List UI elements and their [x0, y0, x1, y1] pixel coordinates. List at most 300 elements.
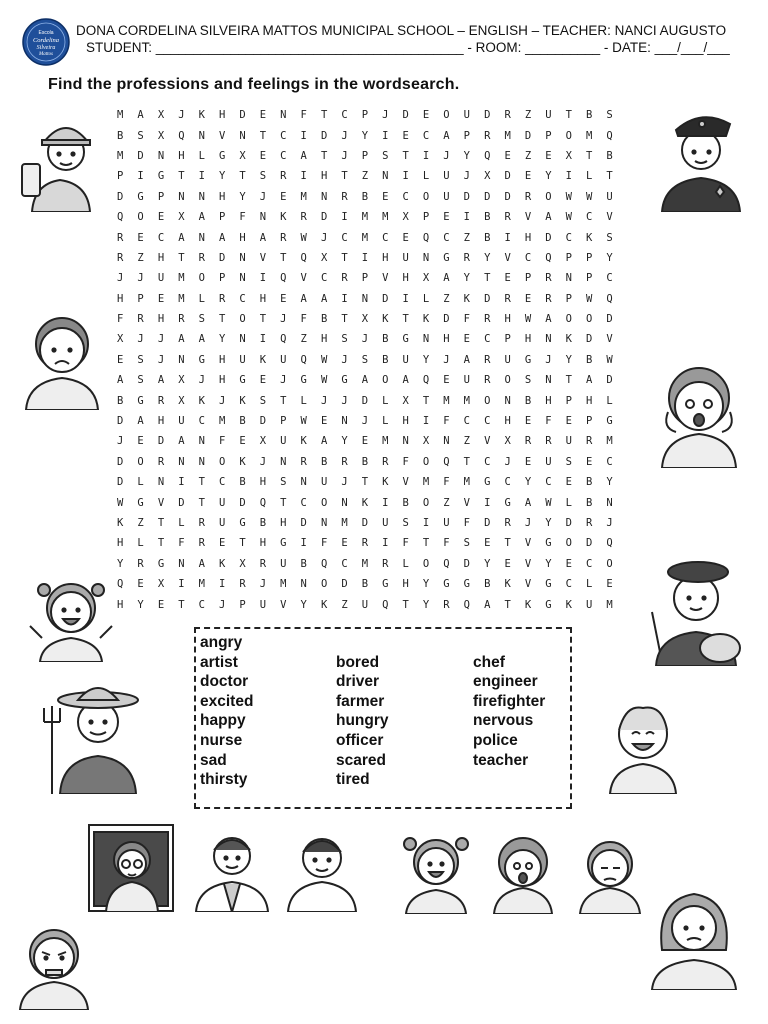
grid-letter[interactable]: E — [402, 231, 409, 244]
grid-letter[interactable]: E — [157, 211, 165, 224]
grid-letter[interactable]: M — [361, 557, 369, 570]
grid-letter[interactable]: N — [402, 435, 409, 448]
grid-letter[interactable]: D — [361, 394, 369, 407]
grid-letter[interactable]: S — [565, 455, 572, 468]
grid-letter[interactable]: C — [504, 476, 511, 489]
grid-letter[interactable]: U — [280, 557, 287, 570]
grid-letter[interactable]: O — [137, 455, 144, 468]
grid-letter[interactable]: C — [565, 231, 572, 244]
grid-letter[interactable]: E — [239, 435, 246, 448]
grid-letter[interactable]: J — [341, 129, 348, 142]
grid-letter[interactable]: M — [606, 598, 613, 611]
grid-letter[interactable]: P — [422, 211, 430, 224]
grid-letter[interactable]: M — [422, 476, 430, 489]
grid-letter[interactable]: Y — [218, 170, 226, 183]
grid-letter[interactable]: T — [259, 313, 267, 326]
grid-letter[interactable]: V — [524, 557, 532, 570]
grid-letter[interactable]: D — [259, 415, 267, 428]
grid-letter[interactable]: N — [178, 455, 185, 468]
grid-letter[interactable]: Z — [341, 598, 348, 611]
grid-letter[interactable]: R — [484, 129, 491, 142]
grid-letter[interactable]: S — [137, 129, 144, 142]
grid-letter[interactable]: B — [300, 557, 307, 570]
grid-letter[interactable]: G — [443, 578, 450, 591]
grid-letter[interactable]: M — [178, 292, 185, 305]
grid-letter[interactable]: Q — [463, 598, 470, 611]
grid-letter[interactable]: J — [606, 517, 613, 529]
grid-letter[interactable]: K — [524, 598, 532, 611]
grid-letter[interactable]: O — [422, 557, 430, 570]
grid-letter[interactable]: G — [218, 149, 226, 162]
grid-letter[interactable]: G — [300, 374, 307, 387]
grid-letter[interactable]: Z — [443, 496, 450, 509]
grid-letter[interactable]: N — [280, 109, 287, 122]
grid-letter[interactable]: R — [300, 455, 307, 468]
grid-letter[interactable]: N — [422, 251, 430, 264]
grid-letter[interactable]: A — [198, 211, 205, 224]
grid-letter[interactable]: T — [178, 251, 185, 264]
grid-letter[interactable]: R — [382, 455, 389, 468]
grid-letter[interactable]: C — [484, 415, 491, 428]
grid-letter[interactable]: N — [198, 455, 205, 468]
grid-letter[interactable]: B — [361, 455, 369, 468]
grid-letter[interactable]: Q — [606, 129, 613, 142]
grid-letter[interactable]: A — [524, 496, 532, 509]
grid-letter[interactable]: O — [565, 129, 572, 142]
grid-letter[interactable]: C — [218, 476, 226, 489]
grid-letter[interactable]: T — [157, 537, 165, 550]
grid-letter[interactable]: N — [320, 517, 328, 529]
grid-letter[interactable]: U — [320, 476, 328, 489]
grid-letter[interactable]: B — [239, 415, 246, 428]
grid-letter[interactable]: H — [259, 292, 267, 305]
grid-letter[interactable]: T — [422, 537, 430, 550]
grid-letter[interactable]: Y — [524, 476, 532, 489]
grid-letter[interactable]: I — [198, 170, 205, 183]
grid-letter[interactable]: P — [361, 149, 369, 162]
grid-letter[interactable]: Y — [300, 598, 307, 611]
grid-letter[interactable]: Y — [341, 435, 348, 448]
grid-letter[interactable]: I — [218, 578, 226, 591]
grid-letter[interactable]: D — [586, 537, 593, 550]
grid-letter[interactable]: K — [382, 313, 389, 326]
grid-letter[interactable]: R — [586, 435, 593, 448]
grid-letter[interactable]: O — [422, 496, 430, 509]
grid-letter[interactable]: V — [606, 211, 613, 224]
grid-letter[interactable]: V — [218, 129, 226, 142]
grid-letter[interactable]: K — [565, 598, 572, 611]
grid-letter[interactable]: R — [239, 578, 246, 591]
grid-letter[interactable]: N — [300, 476, 307, 489]
grid-letter[interactable]: C — [545, 476, 552, 489]
grid-letter[interactable]: U — [443, 517, 450, 529]
grid-letter[interactable]: U — [586, 598, 593, 611]
grid-letter[interactable]: N — [565, 272, 572, 285]
grid-letter[interactable]: V — [504, 251, 511, 264]
grid-letter[interactable]: B — [239, 476, 246, 489]
grid-letter[interactable]: J — [341, 476, 348, 489]
grid-letter[interactable]: V — [382, 272, 389, 285]
grid-letter[interactable]: I — [402, 292, 409, 305]
grid-letter[interactable]: D — [484, 190, 491, 203]
grid-letter[interactable]: D — [341, 578, 348, 591]
grid-letter[interactable]: A — [178, 435, 185, 448]
grid-letter[interactable]: J — [463, 170, 470, 183]
grid-letter[interactable]: N — [341, 415, 348, 428]
grid-letter[interactable]: T — [218, 313, 226, 326]
grid-letter[interactable]: G — [524, 353, 532, 366]
grid-letter[interactable]: Q — [606, 292, 613, 305]
grid-letter[interactable]: N — [504, 394, 511, 407]
grid-letter[interactable]: H — [157, 313, 165, 326]
grid-letter[interactable]: N — [198, 129, 205, 142]
grid-letter[interactable]: Y — [422, 353, 430, 366]
grid-letter[interactable]: A — [137, 109, 144, 122]
grid-letter[interactable]: C — [341, 109, 348, 122]
grid-letter[interactable]: V — [157, 496, 165, 509]
grid-letter[interactable]: N — [239, 251, 246, 264]
grid-letter[interactable]: J — [361, 333, 369, 346]
grid-letter[interactable]: E — [586, 455, 593, 468]
grid-letter[interactable]: Y — [484, 557, 491, 570]
grid-letter[interactable]: N — [157, 476, 165, 489]
grid-letter[interactable]: Y — [117, 557, 124, 570]
grid-letter[interactable]: S — [137, 374, 144, 387]
grid-letter[interactable]: H — [402, 578, 409, 591]
grid-letter[interactable]: F — [300, 313, 307, 326]
grid-letter[interactable]: R — [504, 292, 511, 305]
grid-letter[interactable]: C — [198, 598, 205, 611]
grid-letter[interactable]: N — [178, 557, 185, 570]
grid-letter[interactable]: N — [198, 231, 205, 244]
grid-letter[interactable]: R — [300, 211, 307, 224]
grid-letter[interactable]: M — [504, 129, 511, 142]
grid-letter[interactable]: Q — [382, 598, 389, 611]
grid-letter[interactable]: S — [606, 109, 613, 122]
grid-letter[interactable]: Q — [545, 251, 552, 264]
grid-letter[interactable]: I — [463, 211, 470, 224]
grid-letter[interactable]: X — [239, 557, 246, 570]
grid-letter[interactable]: N — [239, 333, 246, 346]
grid-letter[interactable]: K — [117, 517, 124, 529]
grid-letter[interactable]: L — [565, 496, 572, 509]
grid-letter[interactable]: X — [178, 211, 185, 224]
grid-letter[interactable]: E — [443, 211, 450, 224]
grid-letter[interactable]: R — [545, 292, 552, 305]
grid-letter[interactable]: W — [586, 292, 593, 305]
grid-letter[interactable]: B — [382, 353, 389, 366]
grid-letter[interactable]: V — [463, 496, 470, 509]
grid-letter[interactable]: V — [524, 578, 532, 591]
grid-letter[interactable]: F — [443, 415, 450, 428]
grid-letter[interactable]: P — [504, 333, 511, 346]
grid-letter[interactable]: P — [565, 292, 572, 305]
grid-letter[interactable]: U — [402, 353, 409, 366]
grid-letter[interactable]: Z — [137, 251, 144, 264]
grid-letter[interactable]: E — [545, 149, 552, 162]
grid-letter[interactable]: F — [218, 435, 226, 448]
grid-letter[interactable]: T — [198, 476, 205, 489]
grid-letter[interactable]: U — [259, 598, 267, 611]
grid-letter[interactable]: Y — [606, 476, 613, 489]
grid-letter[interactable]: R — [341, 455, 348, 468]
grid-letter[interactable]: J — [198, 374, 205, 387]
grid-letter[interactable]: L — [586, 578, 593, 591]
grid-letter[interactable]: S — [280, 476, 287, 489]
grid-letter[interactable]: G — [402, 333, 409, 346]
grid-letter[interactable]: B — [320, 455, 328, 468]
grid-letter[interactable]: K — [300, 435, 307, 448]
grid-letter[interactable]: E — [341, 537, 348, 550]
grid-letter[interactable]: H — [280, 517, 287, 529]
grid-letter[interactable]: W — [565, 211, 572, 224]
grid-letter[interactable]: P — [524, 272, 532, 285]
grid-letter[interactable]: R — [524, 190, 532, 203]
grid-letter[interactable]: D — [484, 292, 491, 305]
grid-letter[interactable]: R — [504, 211, 511, 224]
grid-letter[interactable]: X — [422, 435, 430, 448]
grid-letter[interactable]: H — [178, 149, 185, 162]
grid-letter[interactable]: S — [524, 374, 532, 387]
grid-letter[interactable]: D — [524, 129, 532, 142]
grid-letter[interactable]: E — [280, 292, 287, 305]
grid-letter[interactable]: P — [239, 598, 246, 611]
grid-letter[interactable]: W — [545, 496, 552, 509]
grid-letter[interactable]: U — [545, 109, 552, 122]
grid-letter[interactable]: B — [361, 190, 369, 203]
grid-letter[interactable]: X — [565, 149, 572, 162]
grid-letter[interactable]: I — [402, 170, 409, 183]
grid-letter[interactable]: S — [382, 149, 389, 162]
grid-letter[interactable]: O — [504, 374, 511, 387]
grid-letter[interactable]: D — [504, 190, 511, 203]
grid-letter[interactable]: D — [117, 190, 124, 203]
wordsearch-grid[interactable] — [110, 105, 620, 615]
grid-letter[interactable]: H — [117, 537, 124, 550]
grid-letter[interactable]: B — [361, 578, 369, 591]
grid-letter[interactable]: M — [361, 211, 369, 224]
grid-letter[interactable]: W — [565, 190, 572, 203]
grid-letter[interactable]: Z — [463, 435, 470, 448]
grid-letter[interactable]: I — [361, 251, 369, 264]
grid-letter[interactable]: N — [443, 435, 450, 448]
grid-letter[interactable]: K — [239, 394, 246, 407]
grid-letter[interactable]: O — [565, 537, 572, 550]
grid-letter[interactable]: J — [259, 190, 267, 203]
grid-letter[interactable]: E — [382, 190, 389, 203]
grid-letter[interactable]: M — [280, 578, 287, 591]
grid-letter[interactable]: A — [198, 557, 205, 570]
grid-letter[interactable]: M — [382, 211, 389, 224]
grid-letter[interactable]: W — [606, 353, 613, 366]
grid-letter[interactable]: P — [218, 211, 226, 224]
grid-letter[interactable]: R — [545, 272, 552, 285]
grid-letter[interactable]: N — [178, 190, 185, 203]
grid-letter[interactable]: A — [198, 333, 205, 346]
grid-letter[interactable]: G — [137, 394, 144, 407]
grid-letter[interactable]: V — [259, 251, 267, 264]
grid-letter[interactable]: D — [545, 231, 552, 244]
grid-letter[interactable]: M — [117, 109, 124, 122]
grid-letter[interactable]: X — [157, 129, 165, 142]
grid-letter[interactable]: R — [280, 231, 287, 244]
grid-letter[interactable]: F — [443, 476, 450, 489]
grid-letter[interactable]: L — [586, 170, 593, 183]
grid-letter[interactable]: V — [280, 598, 287, 611]
grid-letter[interactable]: K — [259, 353, 267, 366]
grid-letter[interactable]: G — [157, 170, 165, 183]
grid-letter[interactable]: F — [402, 537, 409, 550]
grid-letter[interactable]: Z — [137, 517, 144, 529]
grid-letter[interactable]: X — [259, 435, 267, 448]
grid-letter[interactable]: C — [565, 578, 572, 591]
grid-letter[interactable]: S — [463, 537, 470, 550]
grid-letter[interactable]: D — [382, 292, 389, 305]
grid-letter[interactable]: I — [382, 537, 389, 550]
grid-letter[interactable]: J — [218, 394, 226, 407]
grid-letter[interactable]: Q — [178, 129, 185, 142]
grid-letter[interactable]: N — [239, 129, 246, 142]
grid-letter[interactable]: R — [198, 517, 205, 529]
grid-letter[interactable]: R — [361, 537, 369, 550]
grid-letter[interactable]: B — [606, 149, 613, 162]
grid-letter[interactable]: J — [117, 435, 124, 448]
grid-letter[interactable]: J — [259, 455, 267, 468]
grid-letter[interactable]: P — [463, 129, 470, 142]
grid-letter[interactable]: C — [198, 415, 205, 428]
grid-letter[interactable]: B — [524, 394, 532, 407]
grid-letter[interactable]: F — [239, 211, 246, 224]
grid-letter[interactable]: D — [565, 517, 572, 529]
grid-letter[interactable]: N — [259, 211, 267, 224]
grid-letter[interactable]: R — [137, 557, 144, 570]
grid-letter[interactable]: N — [239, 272, 246, 285]
grid-letter[interactable]: R — [198, 251, 205, 264]
grid-letter[interactable]: U — [280, 435, 287, 448]
grid-letter[interactable]: R — [218, 292, 226, 305]
grid-letter[interactable]: U — [545, 455, 552, 468]
grid-letter[interactable]: C — [443, 231, 450, 244]
grid-letter[interactable]: R — [504, 517, 511, 529]
grid-letter[interactable]: C — [422, 129, 430, 142]
grid-letter[interactable]: T — [259, 129, 267, 142]
grid-letter[interactable]: X — [361, 313, 369, 326]
grid-letter[interactable]: J — [178, 109, 185, 122]
grid-letter[interactable]: G — [137, 190, 144, 203]
grid-letter[interactable]: A — [320, 435, 328, 448]
grid-letter[interactable]: M — [300, 190, 307, 203]
grid-letter[interactable]: Y — [361, 129, 369, 142]
grid-letter[interactable]: E — [320, 415, 328, 428]
grid-letter[interactable]: X — [402, 394, 409, 407]
grid-letter[interactable]: C — [586, 211, 593, 224]
grid-letter[interactable]: F — [545, 415, 552, 428]
grid-letter[interactable]: Z — [524, 109, 532, 122]
grid-letter[interactable]: I — [341, 211, 348, 224]
grid-letter[interactable]: B — [586, 496, 593, 509]
grid-letter[interactable]: T — [280, 496, 287, 509]
grid-letter[interactable]: W — [586, 190, 593, 203]
grid-letter[interactable]: Z — [463, 231, 470, 244]
grid-letter[interactable]: D — [443, 313, 450, 326]
grid-letter[interactable]: K — [504, 578, 511, 591]
grid-letter[interactable]: J — [157, 333, 165, 346]
grid-letter[interactable]: W — [524, 313, 532, 326]
grid-letter[interactable]: F — [402, 455, 409, 468]
grid-letter[interactable]: R — [137, 313, 144, 326]
grid-letter[interactable]: I — [341, 292, 348, 305]
grid-letter[interactable]: G — [280, 537, 287, 550]
grid-letter[interactable]: R — [463, 251, 470, 264]
grid-letter[interactable]: V — [484, 435, 491, 448]
grid-letter[interactable]: Q — [320, 557, 328, 570]
grid-letter[interactable]: J — [545, 353, 552, 366]
grid-letter[interactable]: H — [443, 333, 450, 346]
grid-letter[interactable]: Y — [606, 251, 613, 264]
grid-letter[interactable]: J — [137, 333, 144, 346]
grid-letter[interactable]: R — [382, 557, 389, 570]
grid-letter[interactable]: U — [157, 272, 165, 285]
grid-letter[interactable]: X — [422, 272, 430, 285]
grid-letter[interactable]: U — [443, 170, 450, 183]
grid-letter[interactable]: I — [422, 517, 430, 529]
grid-letter[interactable]: L — [198, 149, 205, 162]
grid-letter[interactable]: Z — [300, 333, 307, 346]
grid-letter[interactable]: N — [545, 333, 552, 346]
grid-letter[interactable]: E — [504, 557, 511, 570]
grid-letter[interactable]: D — [239, 109, 246, 122]
grid-letter[interactable]: T — [422, 394, 430, 407]
grid-letter[interactable]: H — [117, 598, 124, 611]
grid-letter[interactable]: I — [504, 231, 511, 244]
grid-letter[interactable]: F — [443, 537, 450, 550]
grid-letter[interactable]: G — [157, 557, 165, 570]
grid-letter[interactable]: Y — [463, 149, 470, 162]
grid-letter[interactable]: K — [586, 231, 593, 244]
grid-letter[interactable]: N — [382, 170, 389, 183]
grid-letter[interactable]: J — [341, 394, 348, 407]
grid-letter[interactable]: L — [422, 170, 430, 183]
grid-letter[interactable]: G — [545, 537, 552, 550]
grid-letter[interactable]: O — [565, 313, 572, 326]
grid-letter[interactable]: Q — [300, 353, 307, 366]
grid-letter[interactable]: C — [239, 292, 246, 305]
grid-letter[interactable]: D — [239, 496, 246, 509]
grid-letter[interactable]: F — [463, 313, 470, 326]
grid-letter[interactable]: N — [300, 578, 307, 591]
grid-letter[interactable]: H — [586, 394, 593, 407]
grid-letter[interactable]: E — [259, 109, 267, 122]
grid-letter[interactable]: B — [586, 109, 593, 122]
grid-letter[interactable]: Q — [300, 251, 307, 264]
grid-letter[interactable]: B — [259, 517, 267, 529]
grid-letter[interactable]: E — [484, 537, 491, 550]
grid-letter[interactable]: A — [545, 211, 552, 224]
grid-letter[interactable]: D — [606, 313, 613, 326]
grid-letter[interactable]: B — [484, 231, 491, 244]
grid-letter[interactable]: R — [198, 537, 205, 550]
grid-letter[interactable]: A — [178, 333, 185, 346]
grid-letter[interactable]: E — [218, 537, 226, 550]
grid-letter[interactable]: O — [382, 374, 389, 387]
grid-letter[interactable]: P — [565, 394, 572, 407]
grid-letter[interactable]: P — [280, 415, 287, 428]
grid-letter[interactable]: X — [484, 170, 491, 183]
grid-letter[interactable]: R — [157, 455, 165, 468]
grid-letter[interactable]: Y — [463, 272, 470, 285]
grid-letter[interactable]: U — [463, 109, 470, 122]
grid-letter[interactable]: F — [320, 537, 328, 550]
